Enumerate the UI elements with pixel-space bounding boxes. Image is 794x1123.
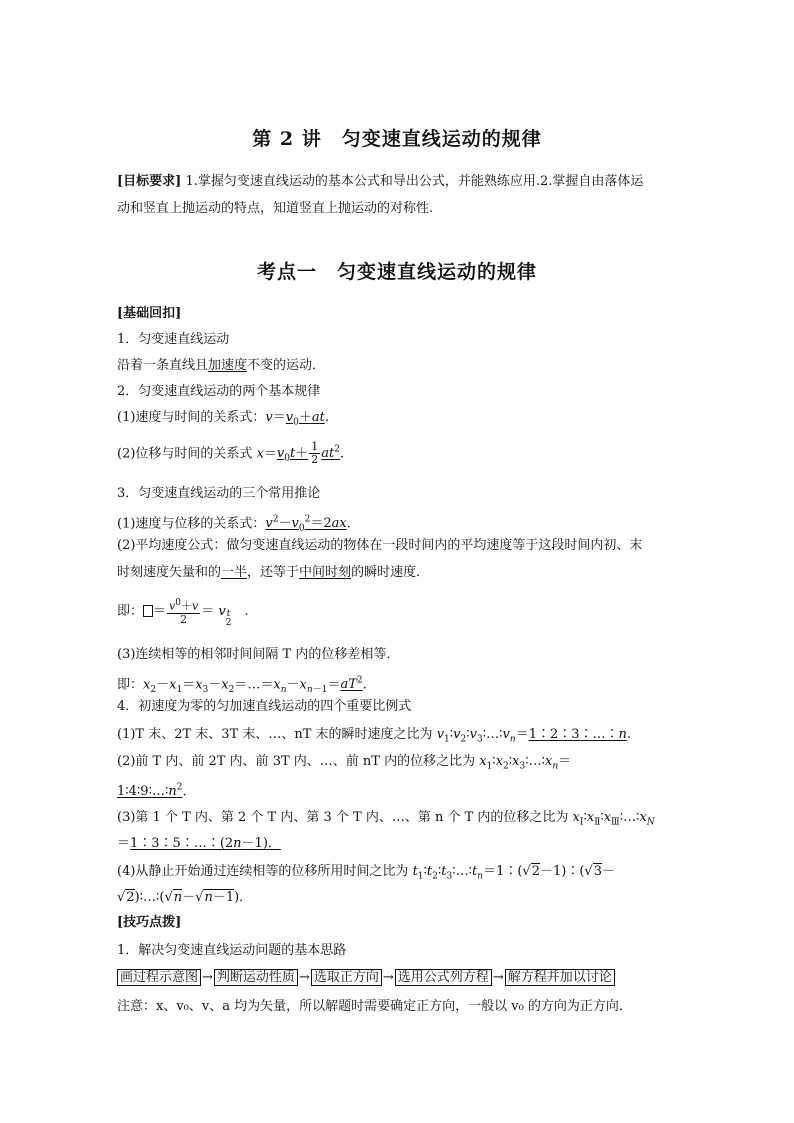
formula-velocity-displacement: (1)速度与位移的关系式：$v^2-v_0^2=2ax$. xyxy=(117,515,351,534)
ratio-3-line-2: ＝1∶3∶5∶…∶(2n－1)． xyxy=(117,836,281,851)
ratio-4-line-2: √2)∶…∶(√n－√n－1)． xyxy=(117,890,253,905)
basics-h3: 3．匀变速直线运动的三个常用推论 xyxy=(117,486,321,501)
r4-pre: (4)从静止开始通过连续相等的位移所用时间之比为 xyxy=(117,864,413,879)
page-title: 第 2 讲 匀变速直线运动的规律 xyxy=(252,128,542,150)
flow-step-3: 选取正方向 xyxy=(311,969,382,986)
f1-pre: (1)速度与时间的关系式： xyxy=(117,410,266,425)
arrow-icon: → xyxy=(202,970,213,985)
basics-p1 xyxy=(117,356,325,376)
avg-velocity-line-1: (2)平均速度公式：做匀变速直线运动的物体在一段时间内的平均速度等于这段时间内初、末 xyxy=(117,538,643,553)
goal-text-1: 1.掌握匀变速直线运动的基本公式和导出公式，并能熟练应用.2.掌握自由落体运 xyxy=(185,174,644,189)
flow-step-5: 解方程并加以讨论 xyxy=(505,969,615,986)
f4-underline-1: 一半 xyxy=(221,565,248,580)
displacement-diff-line: (3)连续相等的相邻时间间隔 T 内的位移差相等． xyxy=(117,647,400,662)
arrow-icon: → xyxy=(298,970,310,985)
r3-pre: (3)第 1 个 T 内、第 2 个 T 内、第 3 个 T 内、…、第 n 个 T 内的位移之比为 xyxy=(117,810,573,825)
basics-h2: 2．匀变速直线运动的两个基本规律 xyxy=(117,384,321,399)
f4-mid: ，还等于 xyxy=(247,565,300,580)
ratio-2-line-2: $1∶4∶9∶\dots∶n^2$. xyxy=(117,783,187,800)
p1-pre: 沿着一条直线且 xyxy=(117,358,209,373)
displacement-diff-formula: 即：$x_2-x_1=x_3-x_2=\dots=x_n-x_{n-1}=aT^2$. xyxy=(117,676,367,695)
flow-step-4: 选用公式列方程 xyxy=(395,969,492,986)
f4-post: 的瞬时速度． xyxy=(351,565,430,580)
section-title: 考点一 匀变速直线运动的规律 xyxy=(256,261,537,283)
arrow-icon: → xyxy=(492,970,504,985)
process-flow xyxy=(117,968,615,988)
f5-formula-pre: 即： xyxy=(117,677,144,693)
skills-note: 注意：x、v₀、v、a 均为矢量，所以解题时需要确定正方向，一般以 v₀ 的方向为正方向． xyxy=(117,999,632,1014)
f4-underline-2: 中间时刻 xyxy=(299,565,352,580)
ratio-2-line-1: (2)前 T 内、前 2T 内、前 3T 内、…、前 nT 内的位移之比为 $x_1∶x_2∶x_3∶\dots∶x_n=$ xyxy=(117,754,572,772)
arrow-icon: → xyxy=(382,970,394,985)
f4-formula-pre: 即： xyxy=(117,603,144,619)
skills-header: [技巧点拨] xyxy=(117,915,182,930)
ratio-4-line-1: (4)从静止开始通过连续相等的位移所用时间之比为 $t_1∶t_2∶t_3∶\dots∶t_n=1∶(√2-1)∶(√3-$ xyxy=(117,864,615,882)
formula-velocity-time: (1)速度与时间的关系式：$v=v_0+at$. xyxy=(117,410,330,428)
r2-pre: (2)前 T 内、前 2T 内、前 3T 内、…、前 nT 内的位移之比为 xyxy=(117,754,480,769)
goal-line-1 xyxy=(117,172,643,192)
formula-displacement-time: (2)位移与时间的关系式 $x=v_0t+$ $\frac{1}{2}$ $at^2$. xyxy=(117,440,345,467)
p1-post: 不变的运动． xyxy=(247,358,326,373)
flow-step-2: 判断运动性质 xyxy=(214,969,298,986)
goal-line-2: 动和竖直上抛运动的特点，知道竖直上抛运动的对称性. xyxy=(117,201,434,216)
f2-pre: (2)位移与时间的关系式 xyxy=(117,446,257,462)
ratio-3-line-1: (3)第 1 个 T 内、第 2 个 T 内、第 3 个 T 内、…、第 n 个 T 内的位移之比为 $x_Ⅰ∶x_Ⅱ∶x_Ⅲ∶\dots∶x_N$ xyxy=(117,810,655,828)
skills-h1: 1．解决匀变速直线运动问题的基本思路 xyxy=(117,943,347,958)
avg-velocity-line-2 xyxy=(117,563,429,583)
r1-pre: (1)T 末、2T 末、3T 末、…、nT 末的瞬时速度之比为 xyxy=(117,727,437,742)
avg-velocity-formula: 即： ＝ $\frac{v^0+v}{2}$ ＝ vt 2 . xyxy=(117,598,249,628)
basics-h4: 4．初速度为零的匀加速直线运动的四个重要比例式 xyxy=(117,699,412,714)
ratio-1: (1)T 末、2T 末、3T 末、…、nT 末的瞬时速度之比为 $v_1∶v_2∶v_3∶\dots∶v_n=1∶2∶3∶\dots∶n$. xyxy=(117,727,632,745)
p1-underline: 加速度 xyxy=(208,358,248,373)
basics-h1: 1．匀变速直线运动 xyxy=(117,332,230,347)
f3-pre: (1)速度与位移的关系式： xyxy=(117,516,266,532)
basics-header: [基础回扣] xyxy=(117,306,182,321)
goal-label: [目标要求] xyxy=(117,174,182,189)
flow-step-1: 画过程示意图 xyxy=(117,969,201,986)
f4-pre: 时刻速度矢量和的 xyxy=(117,565,222,580)
